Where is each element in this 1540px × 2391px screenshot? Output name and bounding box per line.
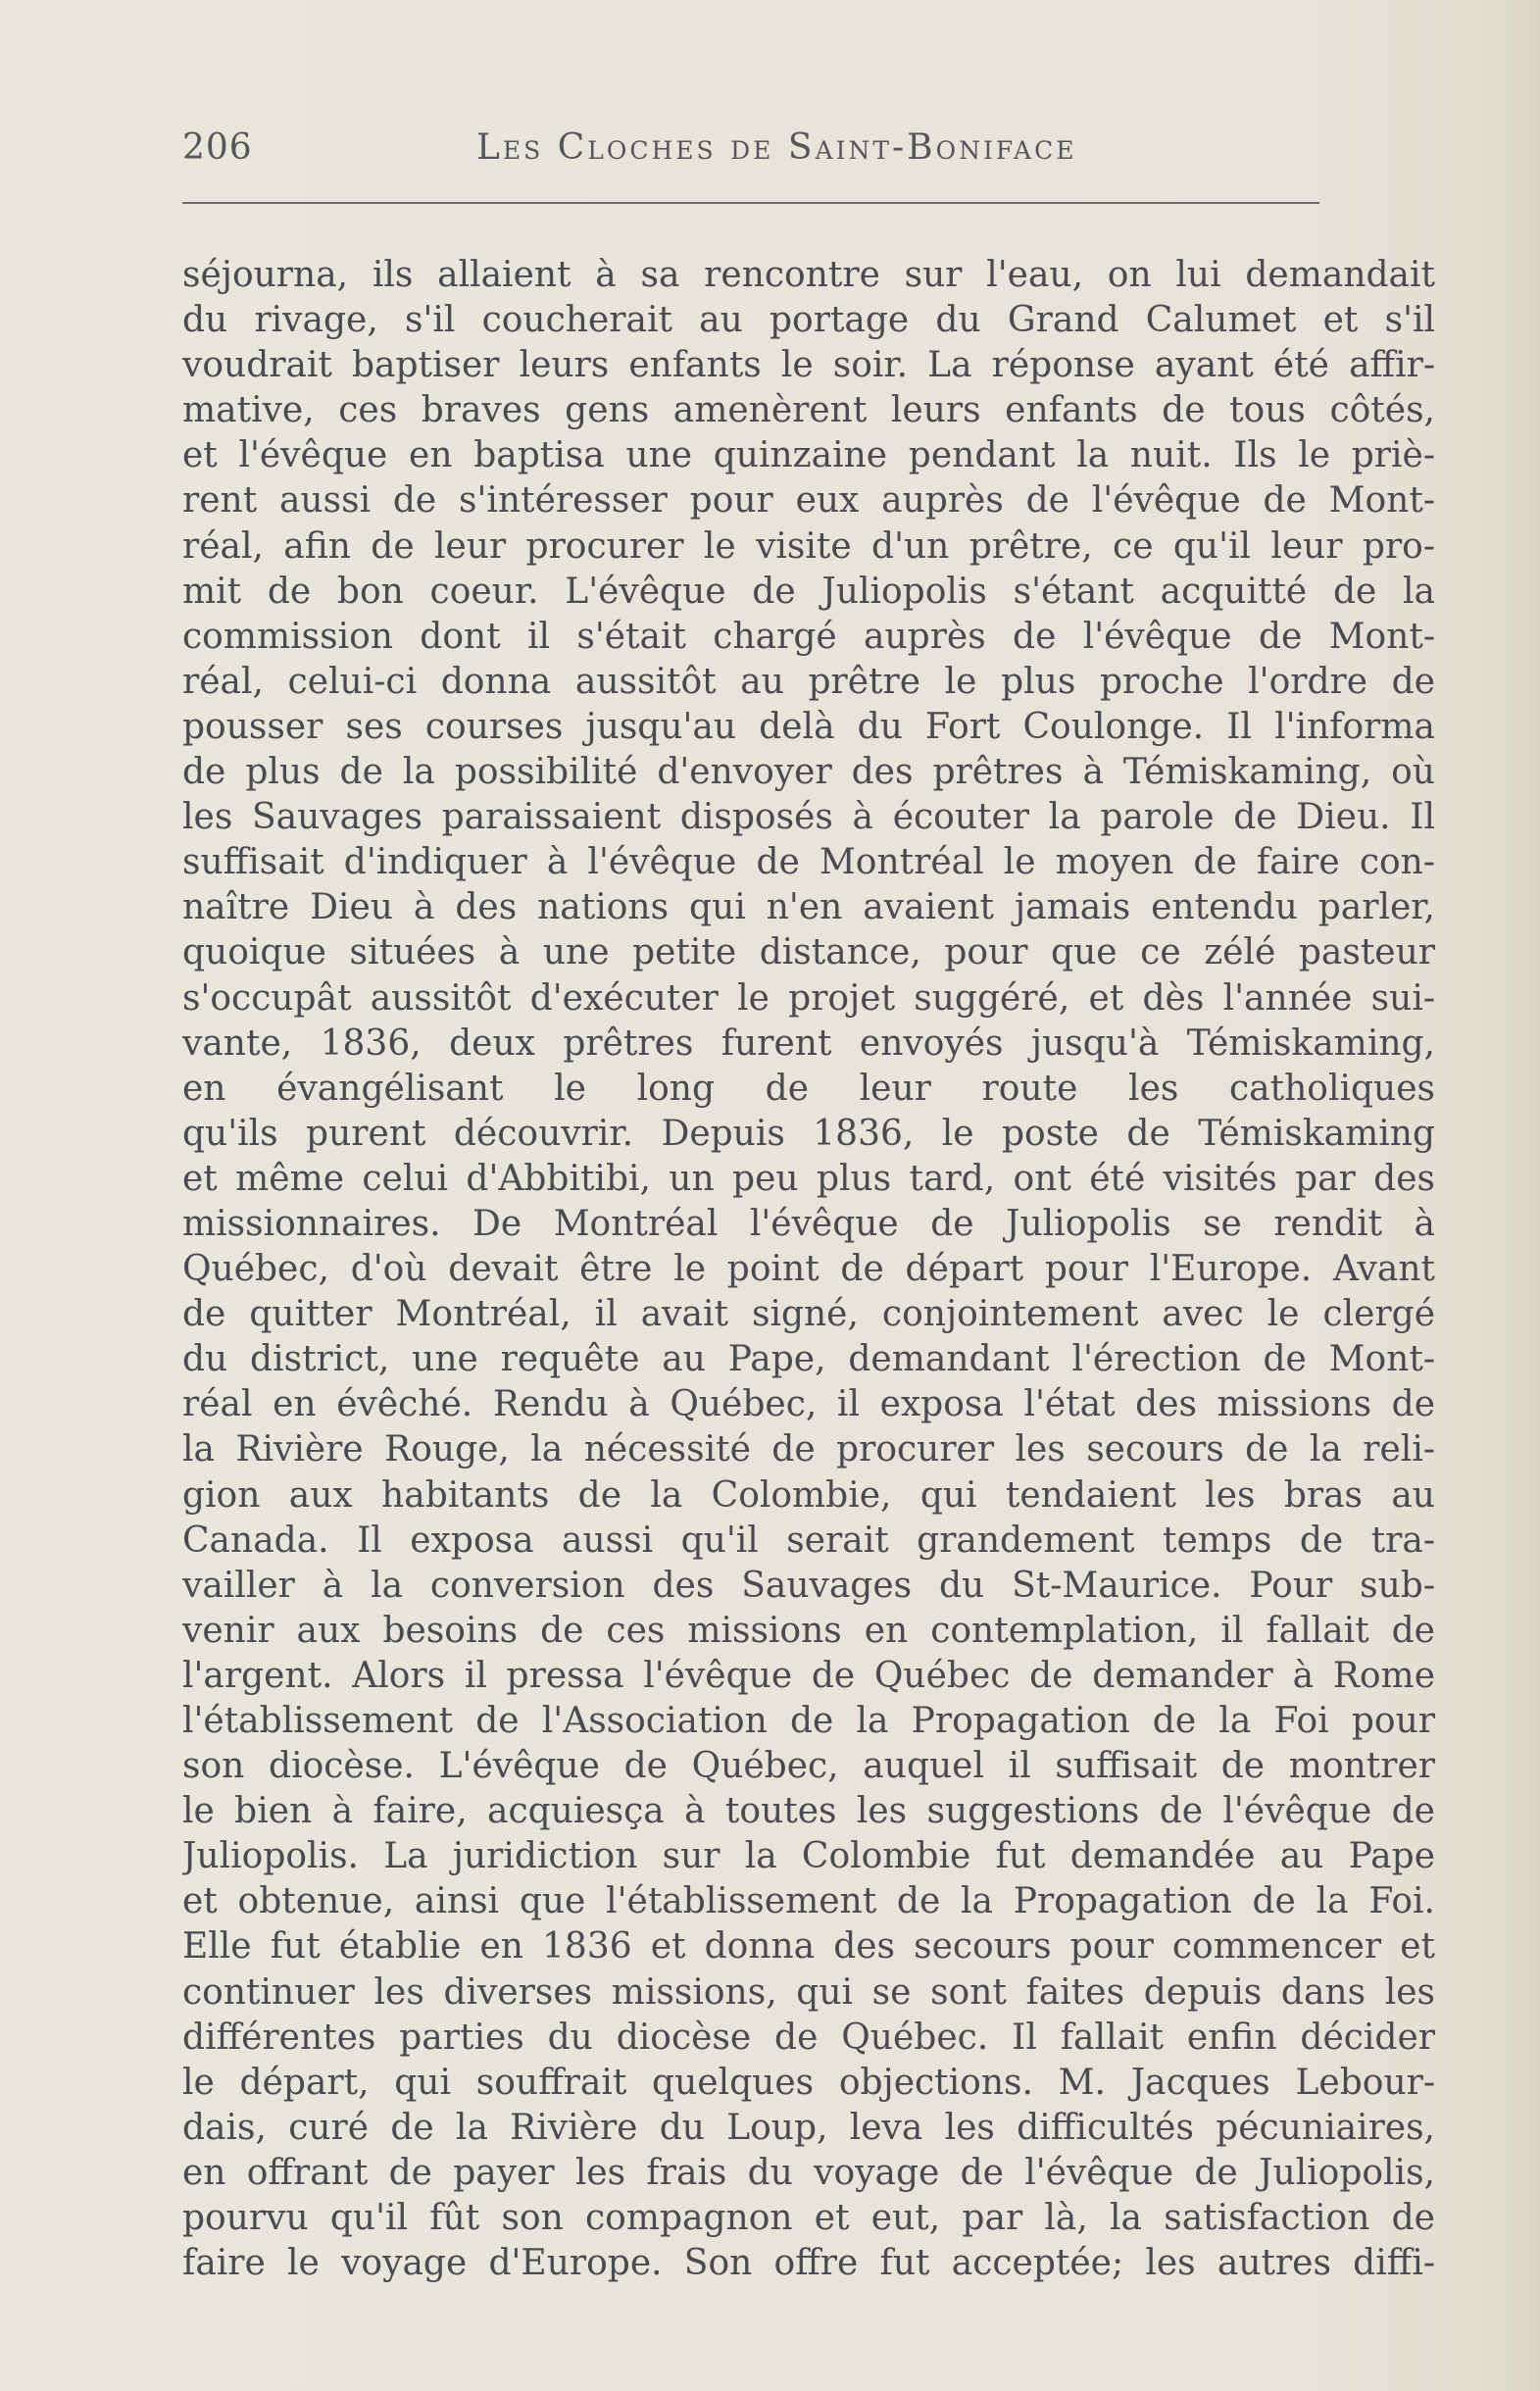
- text-line: de quitter Montréal, il avait signé, conjointement avec le clergé: [182, 1294, 1435, 1335]
- text-line: missionnaires. De Montréal l'évêque de Juliopolis se rendit à: [182, 1203, 1435, 1244]
- text-line: vante, 1836, deux prêtres furent envoyés jusqu'à Témiskaming,: [182, 1022, 1435, 1064]
- header-rule: [182, 202, 1319, 204]
- text-line: dais, curé de la Rivière du Loup, leva les difficultés pécuniaires,: [182, 2107, 1435, 2148]
- text-line: différentes parties du diocèse de Québec. Il fallait enfin décider: [182, 2017, 1435, 2058]
- text-line: gion aux habitants de la Colombie, qui tendaient les bras au: [182, 1474, 1435, 1516]
- text-line: voudrait baptiser leurs enfants le soir. La réponse ayant été affir-: [182, 345, 1435, 386]
- text-line: s'occupât aussitôt d'exécuter le projet suggéré, et dès l'année sui-: [182, 977, 1435, 1019]
- text-line: réal, celui-ci donna aussitôt au prêtre le plus proche l'ordre de: [182, 661, 1435, 702]
- page-header: [182, 127, 1319, 186]
- text-line: le départ, qui souffrait quelques objections. M. Jacques Lebour-: [182, 2062, 1435, 2103]
- text-line: réal en évêché. Rendu à Québec, il exposa l'état des missions de: [182, 1384, 1435, 1425]
- text-line: pousser ses courses jusqu'au delà du Fort Coulonge. Il l'informa: [182, 706, 1435, 747]
- text-line: du district, une requête au Pape, demandant l'érection de Mont-: [182, 1339, 1435, 1380]
- text-line: et même celui d'Abbitibi, un peu plus tard, ont été visités par des: [182, 1158, 1435, 1199]
- text-line: quoique situées à une petite distance, pour que ce zélé pasteur: [182, 932, 1435, 973]
- text-line: et obtenue, ainsi que l'établissement de la Propagation de la Foi.: [182, 1881, 1435, 1922]
- text-line: continuer les diverses missions, qui se sont faites depuis dans les: [182, 1971, 1435, 2013]
- text-line: venir aux besoins de ces missions en contemplation, il fallait de: [182, 1610, 1435, 1651]
- text-line: mit de bon coeur. L'évêque de Juliopolis s'étant acquitté de la: [182, 571, 1435, 612]
- text-line: Québec, d'où devait être le point de départ pour l'Europe. Avant: [182, 1249, 1435, 1290]
- text-line: de plus de la possibilité d'envoyer des prêtres à Témiskaming, où: [182, 752, 1435, 793]
- running-title: Les Cloches de Saint-Boniface: [476, 127, 1077, 168]
- text-line: l'argent. Alors il pressa l'évêque de Québec de demander à Rome: [182, 1655, 1435, 1696]
- text-line: le bien à faire, acquiesça à toutes les suggestions de l'évêque de: [182, 1791, 1435, 1832]
- text-line: Juliopolis. La juridiction sur la Colombie fut demandée au Pape: [182, 1836, 1435, 1877]
- text-line: rent aussi de s'intéresser pour eux auprès de l'évêque de Mont-: [182, 480, 1435, 522]
- text-line: réal, afin de leur procurer le visite d'un prêtre, ce qu'il leur pro-: [182, 525, 1435, 567]
- text-line: séjourna, ils allaient à sa rencontre sur l'eau, on lui demandait: [182, 255, 1435, 295]
- text-line: qu'ils purent découvrir. Depuis 1836, le poste de Témiskaming: [182, 1113, 1435, 1154]
- text-line: suffisait d'indiquer à l'évêque de Montréal le moyen de faire con-: [182, 842, 1435, 883]
- text-line: son diocèse. L'évêque de Québec, auquel il suffisait de montrer: [182, 1746, 1435, 1787]
- text-line: Canada. Il exposa aussi qu'il serait grandement temps de tra-: [182, 1519, 1435, 1561]
- text-line: faire le voyage d'Europe. Son offre fut acceptée; les autres diffi-: [182, 2243, 1435, 2284]
- body-text: [182, 253, 1435, 2286]
- text-line: Elle fut établie en 1836 et donna des secours pour commencer et: [182, 1926, 1435, 1968]
- text-line: la Rivière Rouge, la nécessité de procurer les secours de la reli-: [182, 1429, 1435, 1470]
- text-line: naître Dieu à des nations qui n'en avaient jamais entendu parler,: [182, 887, 1435, 928]
- text-line: pourvu qu'il fût son compagnon et eut, par là, la satisfaction de: [182, 2198, 1435, 2239]
- text-line: vailler à la conversion des Sauvages du St-Maurice. Pour sub-: [182, 1565, 1435, 1606]
- text-line: et l'évêque en baptisa une quinzaine pendant la nuit. Ils le priè-: [182, 435, 1435, 476]
- text-line: du rivage, s'il coucherait au portage du Grand Calumet et s'il: [182, 300, 1435, 341]
- text-line: en évangélisant le long de leur route les catholiques: [182, 1068, 1435, 1109]
- text-line: commission dont il s'était chargé auprès de l'évêque de Mont-: [182, 616, 1435, 657]
- text-line: mative, ces braves gens amenèrent leurs enfants de tous côtés,: [182, 390, 1435, 431]
- page-number: 206: [182, 127, 253, 168]
- text-line: l'établissement de l'Association de la Propagation de la Foi pour: [182, 1701, 1435, 1741]
- text-line: les Sauvages paraissaient disposés à écouter la parole de Dieu. Il: [182, 797, 1435, 838]
- text-line: en offrant de payer les frais du voyage de l'évêque de Juliopolis,: [182, 2152, 1435, 2193]
